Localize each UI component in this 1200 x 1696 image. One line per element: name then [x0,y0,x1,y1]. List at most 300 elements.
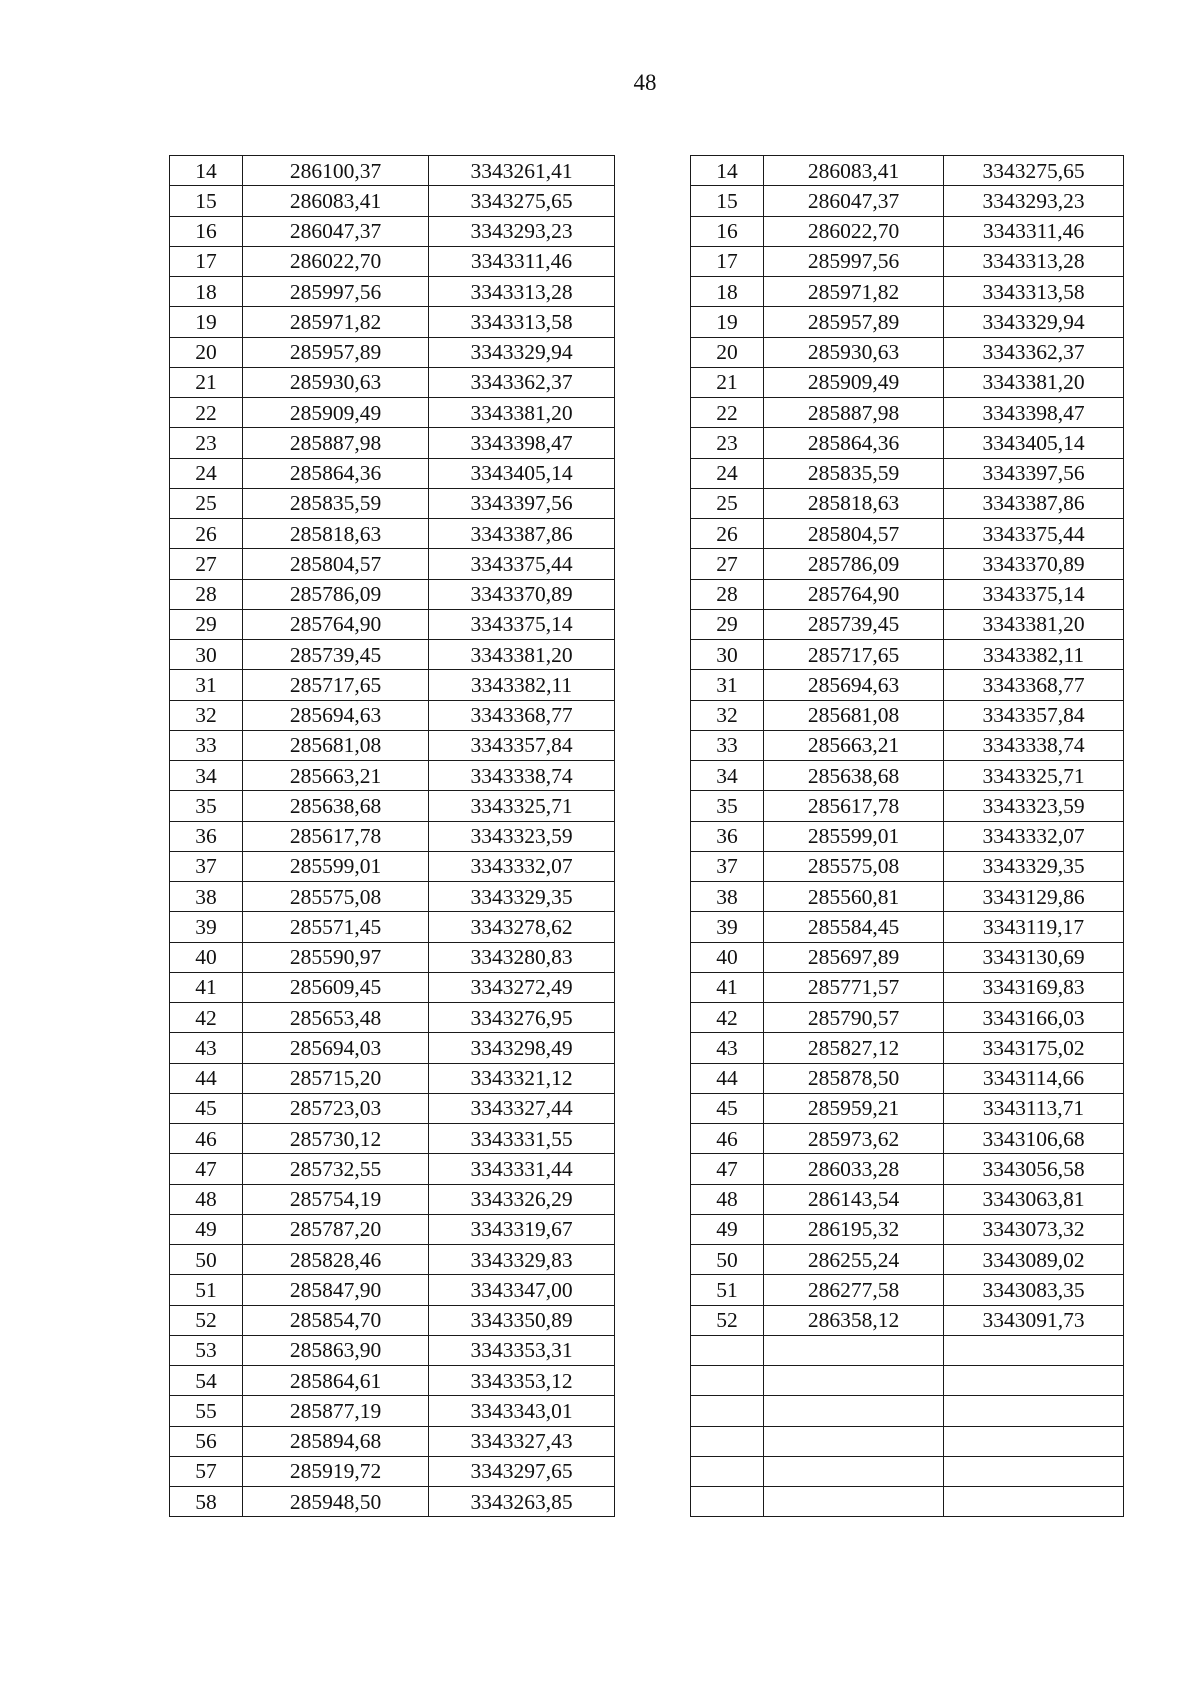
point-number-cell: 44 [691,1063,764,1093]
x-coordinate-cell: 285638,68 [764,761,944,791]
point-number-cell: 49 [691,1214,764,1244]
point-number-cell: 51 [170,1275,243,1305]
point-number-cell: 50 [170,1245,243,1275]
x-coordinate-cell: 285818,63 [764,488,944,518]
y-coordinate-cell: 3343298,49 [429,1033,615,1063]
x-coordinate-cell: 285948,50 [243,1487,429,1517]
table-row [170,549,615,579]
y-coordinate-cell: 3343311,46 [429,246,615,276]
x-coordinate-cell: 285732,55 [243,1154,429,1184]
table-row [691,821,1124,851]
y-coordinate-cell: 3343329,94 [944,307,1124,337]
y-coordinate-cell: 3343332,07 [429,851,615,881]
x-coordinate-cell [764,1426,944,1456]
point-number-cell: 32 [170,700,243,730]
point-number-cell: 39 [691,912,764,942]
x-coordinate-cell: 285930,63 [243,367,429,397]
point-number-cell: 23 [170,428,243,458]
x-coordinate-cell: 285909,49 [764,367,944,397]
x-coordinate-cell: 285973,62 [764,1124,944,1154]
table-row [691,851,1124,881]
y-coordinate-cell: 3343073,32 [944,1214,1124,1244]
table-row [691,1487,1124,1517]
point-number-cell: 39 [170,912,243,942]
table-row [170,1335,615,1365]
point-number-cell [691,1426,764,1456]
point-number-cell: 50 [691,1245,764,1275]
y-coordinate-cell: 3343083,35 [944,1275,1124,1305]
x-coordinate-cell: 285739,45 [764,609,944,639]
table-row [691,1154,1124,1184]
table-row [691,1245,1124,1275]
table-row [691,640,1124,670]
y-coordinate-cell: 3343275,65 [944,156,1124,186]
y-coordinate-cell: 3343278,62 [429,912,615,942]
x-coordinate-cell [764,1366,944,1396]
table-body [170,156,615,1517]
x-coordinate-cell: 285835,59 [764,458,944,488]
point-number-cell: 18 [170,277,243,307]
table-row [691,609,1124,639]
table-row [691,1396,1124,1426]
point-number-cell: 30 [170,640,243,670]
point-number-cell: 22 [691,398,764,428]
x-coordinate-cell: 285681,08 [764,700,944,730]
table-row [170,670,615,700]
y-coordinate-cell: 3343166,03 [944,1003,1124,1033]
x-coordinate-cell: 285827,12 [764,1033,944,1063]
y-coordinate-cell: 3343362,37 [429,367,615,397]
table-row [170,1003,615,1033]
point-number-cell: 38 [170,882,243,912]
y-coordinate-cell: 3343397,56 [944,458,1124,488]
table-row [691,216,1124,246]
y-coordinate-cell: 3343169,83 [944,972,1124,1002]
x-coordinate-cell: 285739,45 [243,640,429,670]
x-coordinate-cell: 285878,50 [764,1063,944,1093]
table-row [170,1487,615,1517]
table-row [691,186,1124,216]
x-coordinate-cell [764,1335,944,1365]
point-number-cell: 44 [170,1063,243,1093]
table-row [170,186,615,216]
y-coordinate-cell: 3343387,86 [944,488,1124,518]
table-row [691,670,1124,700]
point-number-cell: 24 [691,458,764,488]
point-number-cell: 30 [691,640,764,670]
y-coordinate-cell: 3343381,20 [944,367,1124,397]
point-number-cell: 45 [170,1093,243,1123]
x-coordinate-cell: 285959,21 [764,1093,944,1123]
table-row [170,519,615,549]
table-row [691,730,1124,760]
y-coordinate-cell: 3343325,71 [429,791,615,821]
x-coordinate-cell: 285571,45 [243,912,429,942]
table-row [170,821,615,851]
point-number-cell: 20 [170,337,243,367]
table-row [170,579,615,609]
y-coordinate-cell: 3343326,29 [429,1184,615,1214]
y-coordinate-cell: 3343114,66 [944,1063,1124,1093]
point-number-cell [691,1366,764,1396]
x-coordinate-cell [764,1456,944,1486]
table-row [691,579,1124,609]
y-coordinate-cell: 3343382,11 [944,640,1124,670]
y-coordinate-cell: 3343091,73 [944,1305,1124,1335]
point-number-cell: 27 [170,549,243,579]
y-coordinate-cell [944,1426,1124,1456]
y-coordinate-cell: 3343276,95 [429,1003,615,1033]
table-row [691,882,1124,912]
point-number-cell: 31 [170,670,243,700]
point-number-cell: 42 [170,1003,243,1033]
table-row [170,942,615,972]
table-row [170,246,615,276]
y-coordinate-cell: 3343381,20 [429,398,615,428]
x-coordinate-cell: 285584,45 [764,912,944,942]
y-coordinate-cell: 3343357,84 [429,730,615,760]
point-number-cell: 34 [691,761,764,791]
point-number-cell: 48 [691,1184,764,1214]
y-coordinate-cell: 3343113,71 [944,1093,1124,1123]
table-row [170,1063,615,1093]
table-row [170,882,615,912]
point-number-cell: 51 [691,1275,764,1305]
point-number-cell: 20 [691,337,764,367]
table-row [691,277,1124,307]
table-row [170,156,615,186]
table-row [170,337,615,367]
y-coordinate-cell: 3343129,86 [944,882,1124,912]
y-coordinate-cell: 3343323,59 [429,821,615,851]
point-number-cell: 46 [170,1124,243,1154]
y-coordinate-cell: 3343405,14 [944,428,1124,458]
point-number-cell: 54 [170,1366,243,1396]
table-row [691,398,1124,428]
y-coordinate-cell: 3343398,47 [429,428,615,458]
y-coordinate-cell [944,1487,1124,1517]
y-coordinate-cell: 3343319,67 [429,1214,615,1244]
point-number-cell: 15 [170,186,243,216]
y-coordinate-cell: 3343327,43 [429,1426,615,1456]
y-coordinate-cell: 3343370,89 [944,549,1124,579]
y-coordinate-cell: 3343323,59 [944,791,1124,821]
x-coordinate-cell: 285694,63 [243,700,429,730]
y-coordinate-cell: 3343293,23 [429,216,615,246]
y-coordinate-cell: 3343329,94 [429,337,615,367]
y-coordinate-cell: 3343357,84 [944,700,1124,730]
y-coordinate-cell: 3343063,81 [944,1184,1124,1214]
table-row [170,1396,615,1426]
y-coordinate-cell: 3343275,65 [429,186,615,216]
point-number-cell: 23 [691,428,764,458]
point-number-cell: 55 [170,1396,243,1426]
x-coordinate-cell: 285653,48 [243,1003,429,1033]
x-coordinate-cell: 285971,82 [243,307,429,337]
y-coordinate-cell [944,1335,1124,1365]
y-coordinate-cell: 3343272,49 [429,972,615,1002]
y-coordinate-cell: 3343375,14 [429,609,615,639]
table-row [691,1456,1124,1486]
point-number-cell: 19 [691,307,764,337]
point-number-cell: 58 [170,1487,243,1517]
x-coordinate-cell: 285971,82 [764,277,944,307]
table-row [691,1426,1124,1456]
table-row [691,1093,1124,1123]
y-coordinate-cell: 3343313,58 [429,307,615,337]
x-coordinate-cell: 285957,89 [243,337,429,367]
table-row [691,156,1124,186]
table-row [691,942,1124,972]
table-row [691,791,1124,821]
point-number-cell: 17 [691,246,764,276]
table-row [170,912,615,942]
point-number-cell: 22 [170,398,243,428]
table-row [691,549,1124,579]
x-coordinate-cell: 286195,32 [764,1214,944,1244]
y-coordinate-cell: 3343382,11 [429,670,615,700]
table-body [691,156,1124,1517]
x-coordinate-cell: 285786,09 [764,549,944,579]
x-coordinate-cell: 285717,65 [243,670,429,700]
point-number-cell: 41 [170,972,243,1002]
y-coordinate-cell: 3343375,44 [429,549,615,579]
point-number-cell: 37 [170,851,243,881]
y-coordinate-cell: 3343325,71 [944,761,1124,791]
point-number-cell: 14 [170,156,243,186]
point-number-cell: 43 [691,1033,764,1063]
y-coordinate-cell: 3343362,37 [944,337,1124,367]
y-coordinate-cell: 3343119,17 [944,912,1124,942]
y-coordinate-cell: 3343311,46 [944,216,1124,246]
y-coordinate-cell [944,1456,1124,1486]
y-coordinate-cell: 3343327,44 [429,1093,615,1123]
x-coordinate-cell: 285786,09 [243,579,429,609]
x-coordinate-cell: 285694,03 [243,1033,429,1063]
y-coordinate-cell: 3343313,28 [429,277,615,307]
table-row [170,1456,615,1486]
x-coordinate-cell: 285997,56 [764,246,944,276]
table-row [691,1366,1124,1396]
y-coordinate-cell: 3343332,07 [944,821,1124,851]
y-coordinate-cell: 3343375,14 [944,579,1124,609]
table-row [170,1154,615,1184]
point-number-cell: 16 [691,216,764,246]
point-number-cell: 21 [170,367,243,397]
point-number-cell: 53 [170,1335,243,1365]
x-coordinate-cell: 285894,68 [243,1426,429,1456]
y-coordinate-cell: 3343329,35 [429,882,615,912]
x-coordinate-cell: 285617,78 [764,791,944,821]
x-coordinate-cell: 285790,57 [764,1003,944,1033]
x-coordinate-cell: 286047,37 [243,216,429,246]
y-coordinate-cell: 3343321,12 [429,1063,615,1093]
table-row [691,1033,1124,1063]
table-row [170,428,615,458]
point-number-cell: 47 [691,1154,764,1184]
point-number-cell: 56 [170,1426,243,1456]
table-row [170,488,615,518]
table-row [170,277,615,307]
y-coordinate-cell: 3343056,58 [944,1154,1124,1184]
table-row [691,972,1124,1002]
point-number-cell: 29 [170,609,243,639]
point-number-cell: 40 [170,942,243,972]
x-coordinate-cell: 285697,89 [764,942,944,972]
point-number-cell: 14 [691,156,764,186]
x-coordinate-cell: 286033,28 [764,1154,944,1184]
point-number-cell [691,1335,764,1365]
table-row [170,730,615,760]
table-row [170,700,615,730]
table-row [170,851,615,881]
y-coordinate-cell: 3343331,55 [429,1124,615,1154]
x-coordinate-cell: 285828,46 [243,1245,429,1275]
y-coordinate-cell: 3343280,83 [429,942,615,972]
y-coordinate-cell: 3343353,12 [429,1366,615,1396]
point-number-cell: 26 [691,519,764,549]
point-number-cell: 27 [691,549,764,579]
x-coordinate-cell: 285930,63 [764,337,944,367]
y-coordinate-cell: 3343397,56 [429,488,615,518]
y-coordinate-cell: 3343387,86 [429,519,615,549]
x-coordinate-cell: 285764,90 [243,609,429,639]
point-number-cell: 48 [170,1184,243,1214]
x-coordinate-cell: 285715,20 [243,1063,429,1093]
y-coordinate-cell: 3343175,02 [944,1033,1124,1063]
x-coordinate-cell: 285609,45 [243,972,429,1002]
table-row [691,1124,1124,1154]
table-row [170,1033,615,1063]
table-row [170,1275,615,1305]
point-number-cell: 46 [691,1124,764,1154]
table-row [691,1214,1124,1244]
x-coordinate-cell: 285909,49 [243,398,429,428]
table-row [170,458,615,488]
table-row [691,1305,1124,1335]
table-row [691,367,1124,397]
point-number-cell: 47 [170,1154,243,1184]
point-number-cell: 37 [691,851,764,881]
point-number-cell: 21 [691,367,764,397]
x-coordinate-cell: 285764,90 [764,579,944,609]
point-number-cell: 35 [170,791,243,821]
x-coordinate-cell: 285854,70 [243,1305,429,1335]
x-coordinate-cell: 286047,37 [764,186,944,216]
x-coordinate-cell: 285599,01 [243,851,429,881]
table-row [691,1003,1124,1033]
point-number-cell [691,1396,764,1426]
x-coordinate-cell: 285863,90 [243,1335,429,1365]
x-coordinate-cell: 285771,57 [764,972,944,1002]
coordinates-table-right [690,155,1124,1517]
table-row [170,972,615,1002]
x-coordinate-cell: 285864,36 [243,458,429,488]
y-coordinate-cell: 3343338,74 [944,730,1124,760]
x-coordinate-cell: 285694,63 [764,670,944,700]
x-coordinate-cell: 285835,59 [243,488,429,518]
y-coordinate-cell: 3343130,69 [944,942,1124,972]
x-coordinate-cell: 285804,57 [764,519,944,549]
table-row [170,791,615,821]
x-coordinate-cell: 285887,98 [764,398,944,428]
table-row [691,307,1124,337]
table-row [170,640,615,670]
point-number-cell: 43 [170,1033,243,1063]
x-coordinate-cell: 286022,70 [764,216,944,246]
y-coordinate-cell: 3343089,02 [944,1245,1124,1275]
table-row [691,458,1124,488]
point-number-cell: 28 [691,579,764,609]
table-row [170,216,615,246]
y-coordinate-cell: 3343313,58 [944,277,1124,307]
table-row [170,609,615,639]
table-row [170,398,615,428]
point-number-cell: 41 [691,972,764,1002]
x-coordinate-cell: 285957,89 [764,307,944,337]
x-coordinate-cell: 285887,98 [243,428,429,458]
table-row [170,1305,615,1335]
x-coordinate-cell: 286083,41 [243,186,429,216]
table-row [691,428,1124,458]
point-number-cell: 32 [691,700,764,730]
table-row [691,519,1124,549]
x-coordinate-cell: 286255,24 [764,1245,944,1275]
point-number-cell: 31 [691,670,764,700]
point-number-cell: 28 [170,579,243,609]
x-coordinate-cell [764,1487,944,1517]
x-coordinate-cell: 285663,21 [243,761,429,791]
y-coordinate-cell: 3343398,47 [944,398,1124,428]
point-number-cell: 15 [691,186,764,216]
y-coordinate-cell: 3343293,23 [944,186,1124,216]
x-coordinate-cell: 285717,65 [764,640,944,670]
point-number-cell: 18 [691,277,764,307]
x-coordinate-cell: 285864,61 [243,1366,429,1396]
x-coordinate-cell: 285730,12 [243,1124,429,1154]
y-coordinate-cell [944,1366,1124,1396]
y-coordinate-cell: 3343370,89 [429,579,615,609]
x-coordinate-cell: 285663,21 [764,730,944,760]
table-row [170,1214,615,1244]
x-coordinate-cell: 286358,12 [764,1305,944,1335]
point-number-cell [691,1487,764,1517]
table-row [170,1245,615,1275]
y-coordinate-cell: 3343343,01 [429,1396,615,1426]
page-number: 48 [633,70,657,95]
y-coordinate-cell: 3343350,89 [429,1305,615,1335]
table-row [691,1275,1124,1305]
x-coordinate-cell: 285864,36 [764,428,944,458]
x-coordinate-cell: 285787,20 [243,1214,429,1244]
table-row [691,761,1124,791]
table-row [170,1366,615,1396]
y-coordinate-cell: 3343313,28 [944,246,1124,276]
y-coordinate-cell: 3343329,35 [944,851,1124,881]
table-row [170,1093,615,1123]
point-number-cell: 29 [691,609,764,639]
y-coordinate-cell: 3343368,77 [944,670,1124,700]
y-coordinate-cell: 3343347,00 [429,1275,615,1305]
x-coordinate-cell: 285919,72 [243,1456,429,1486]
table-row [691,1063,1124,1093]
table-row [691,1184,1124,1214]
x-coordinate-cell: 285638,68 [243,791,429,821]
x-coordinate-cell: 285723,03 [243,1093,429,1123]
x-coordinate-cell: 286083,41 [764,156,944,186]
y-coordinate-cell: 3343381,20 [429,640,615,670]
table-row [691,246,1124,276]
